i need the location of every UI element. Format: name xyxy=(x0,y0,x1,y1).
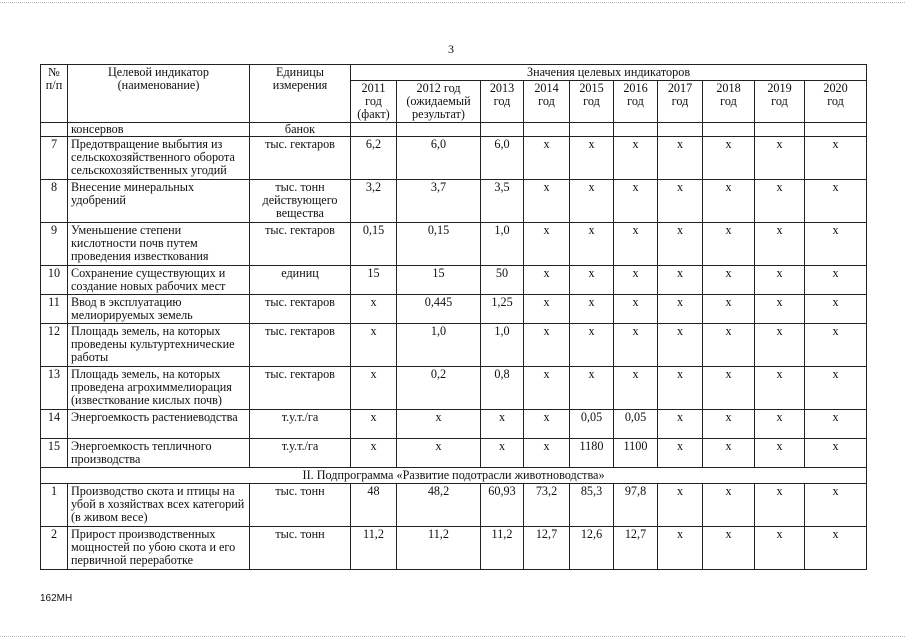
table-row xyxy=(41,527,867,570)
indicator-name: Площадь земель, на которых проведена агрохиммелиорация (известкование кислых почв) xyxy=(68,367,250,410)
header-year: 2012 год (ожидаемый результат) xyxy=(397,81,481,123)
indicator-value: x xyxy=(570,367,614,410)
row-number: 2 xyxy=(41,527,68,570)
indicator-value: x xyxy=(614,295,658,324)
row-number: 12 xyxy=(41,324,68,367)
indicator-value: 0,05 xyxy=(570,410,614,439)
continuation-empty xyxy=(658,123,703,137)
table-row xyxy=(41,180,867,223)
indicator-value: 85,3 xyxy=(570,484,614,527)
indicator-value: 0,8 xyxy=(481,367,524,410)
table-row xyxy=(41,484,867,527)
indicator-value: 0,445 xyxy=(397,295,481,324)
indicator-name: Площадь земель, на которых проведены культуртехнические работы xyxy=(68,324,250,367)
indicator-value: x xyxy=(755,527,805,570)
continuation-empty xyxy=(755,123,805,137)
indicator-value: x xyxy=(614,223,658,266)
indicator-value: x xyxy=(658,223,703,266)
indicator-value: x xyxy=(658,527,703,570)
indicator-value: x xyxy=(805,223,867,266)
indicator-value: 0,2 xyxy=(397,367,481,410)
continuation-empty xyxy=(703,123,755,137)
unit-of-measure: тыс. гектаров xyxy=(250,324,351,367)
indicator-value: x xyxy=(703,180,755,223)
indicator-value: 48,2 xyxy=(397,484,481,527)
indicator-value: x xyxy=(658,324,703,367)
row-number: 9 xyxy=(41,223,68,266)
indicator-value: x xyxy=(703,367,755,410)
indicator-value: x xyxy=(805,367,867,410)
target-indicators-table xyxy=(40,64,867,570)
indicator-value: x xyxy=(658,266,703,295)
indicator-value: x xyxy=(805,527,867,570)
table-row xyxy=(41,439,867,468)
indicator-value: 0,15 xyxy=(351,223,397,266)
header-year: 2013 год xyxy=(481,81,524,123)
indicator-value: x xyxy=(805,410,867,439)
continuation-empty xyxy=(397,123,481,137)
indicator-value: x xyxy=(658,295,703,324)
indicator-value: 1,25 xyxy=(481,295,524,324)
row-number: 7 xyxy=(41,137,68,180)
indicator-value: 60,93 xyxy=(481,484,524,527)
indicator-value: x xyxy=(351,439,397,468)
indicator-value: x xyxy=(524,295,570,324)
indicator-value: x xyxy=(524,439,570,468)
unit-of-measure: тыс. гектаров xyxy=(250,137,351,180)
continuation-empty xyxy=(614,123,658,137)
indicator-value: x xyxy=(805,439,867,468)
indicator-value: x xyxy=(755,223,805,266)
indicator-value: 3,5 xyxy=(481,180,524,223)
row-number: 13 xyxy=(41,367,68,410)
indicator-name: Сохранение существующих и создание новых рабочих мест xyxy=(68,266,250,295)
footer-code: 162МН xyxy=(40,593,73,604)
table-row xyxy=(41,324,867,367)
indicator-value: 1,0 xyxy=(397,324,481,367)
unit-of-measure: тыс. тонн xyxy=(250,484,351,527)
indicator-value: x xyxy=(570,295,614,324)
continuation-row xyxy=(41,123,867,137)
indicator-value: 12,7 xyxy=(524,527,570,570)
indicator-value: x xyxy=(703,295,755,324)
indicator-name: Внесение минеральных удобрений xyxy=(68,180,250,223)
table-row xyxy=(41,137,867,180)
scan-edge-top xyxy=(0,2,905,3)
indicator-value: 0,15 xyxy=(397,223,481,266)
indicator-value: x xyxy=(570,266,614,295)
table-row xyxy=(41,367,867,410)
section-row xyxy=(41,468,867,484)
indicator-name: Энергоемкость растениеводства xyxy=(68,410,250,439)
indicator-value: x xyxy=(805,180,867,223)
indicator-value: x xyxy=(658,410,703,439)
indicator-value: x xyxy=(614,367,658,410)
indicator-value: x xyxy=(481,410,524,439)
indicator-value: x xyxy=(805,295,867,324)
table-body xyxy=(41,123,867,570)
indicator-value: x xyxy=(524,266,570,295)
indicator-value: x xyxy=(524,324,570,367)
indicator-value: x xyxy=(703,484,755,527)
indicator-value: x xyxy=(755,266,805,295)
section-title: II. Подпрограмма «Развитие подотрасли животноводства» xyxy=(41,468,867,484)
indicator-value: x xyxy=(755,295,805,324)
page-number: 3 xyxy=(448,42,454,56)
continuation-empty xyxy=(481,123,524,137)
indicator-value: x xyxy=(703,439,755,468)
continuation-empty xyxy=(351,123,397,137)
indicator-value: x xyxy=(524,137,570,180)
unit-of-measure: т.у.т./га xyxy=(250,410,351,439)
indicator-value: x xyxy=(351,410,397,439)
indicator-name: Производство скота и птицы на убой в хозяйствах всех категорий (в живом весе) xyxy=(68,484,250,527)
header-year: 2014 год xyxy=(524,81,570,123)
indicator-value: 1180 xyxy=(570,439,614,468)
row-number: 11 xyxy=(41,295,68,324)
indicator-value: x xyxy=(351,324,397,367)
indicator-value: x xyxy=(755,367,805,410)
indicator-value: 6,2 xyxy=(351,137,397,180)
header-year: 2016 год xyxy=(614,81,658,123)
indicator-value: x xyxy=(805,484,867,527)
unit-of-measure: тыс. гектаров xyxy=(250,295,351,324)
indicator-value: x xyxy=(755,484,805,527)
indicator-value: 50 xyxy=(481,266,524,295)
indicator-value: x xyxy=(703,324,755,367)
continuation-name: консервов xyxy=(68,123,250,137)
header-unit: Единицы измерения xyxy=(250,65,351,123)
indicator-value: 48 xyxy=(351,484,397,527)
unit-of-measure: тыс. гектаров xyxy=(250,367,351,410)
unit-of-measure: тыс. тонн xyxy=(250,527,351,570)
indicator-value: x xyxy=(524,180,570,223)
header-year: 2017 год xyxy=(658,81,703,123)
indicator-value: 73,2 xyxy=(524,484,570,527)
indicator-value: x xyxy=(397,410,481,439)
row-number: 10 xyxy=(41,266,68,295)
indicator-name: Предотвращение выбытия из сельскохозяйственного оборота сельскохозяйственных угодий xyxy=(68,137,250,180)
indicator-value: x xyxy=(570,137,614,180)
table-row xyxy=(41,266,867,295)
indicator-value: x xyxy=(614,180,658,223)
indicator-value: 15 xyxy=(351,266,397,295)
indicator-value: x xyxy=(481,439,524,468)
indicator-value: x xyxy=(614,324,658,367)
continuation-empty xyxy=(524,123,570,137)
unit-of-measure: единиц xyxy=(250,266,351,295)
indicator-value: x xyxy=(524,410,570,439)
indicator-value: 1100 xyxy=(614,439,658,468)
indicator-value: x xyxy=(805,137,867,180)
indicator-value: x xyxy=(570,223,614,266)
indicator-value: 11,2 xyxy=(481,527,524,570)
indicator-value: 11,2 xyxy=(397,527,481,570)
indicator-value: 6,0 xyxy=(397,137,481,180)
indicator-value: x xyxy=(570,180,614,223)
continuation-empty xyxy=(570,123,614,137)
indicator-value: x xyxy=(703,266,755,295)
indicator-name: Энергоемкость тепличного производства xyxy=(68,439,250,468)
unit-of-measure: т.у.т./га xyxy=(250,439,351,468)
indicator-value: 3,7 xyxy=(397,180,481,223)
scan-edge-bottom xyxy=(0,636,905,637)
continuation-empty xyxy=(805,123,867,137)
indicator-value: x xyxy=(351,367,397,410)
indicator-value: x xyxy=(805,266,867,295)
header-year: 2015 год xyxy=(570,81,614,123)
table-row xyxy=(41,295,867,324)
indicator-value: x xyxy=(703,527,755,570)
indicator-value: 15 xyxy=(397,266,481,295)
indicator-value: x xyxy=(658,484,703,527)
indicator-name: Уменьшение степени кислотности почв путем проведения известкования xyxy=(68,223,250,266)
indicator-value: 1,0 xyxy=(481,324,524,367)
indicator-value: x xyxy=(524,223,570,266)
unit-of-measure: тыс. тонн действующего вещества xyxy=(250,180,351,223)
indicator-value: 6,0 xyxy=(481,137,524,180)
indicator-value: x xyxy=(755,439,805,468)
indicator-value: 12,7 xyxy=(614,527,658,570)
header-num: № п/п xyxy=(41,65,68,123)
header-year: 2020 год xyxy=(805,81,867,123)
header-year: 2019 год xyxy=(755,81,805,123)
indicator-value: x xyxy=(614,266,658,295)
indicator-value: x xyxy=(755,137,805,180)
indicator-value: x xyxy=(755,324,805,367)
indicator-value: 11,2 xyxy=(351,527,397,570)
indicator-value: x xyxy=(703,223,755,266)
continuation-unit: банок xyxy=(250,123,351,137)
header-year: 2011 год (факт) xyxy=(351,81,397,123)
header-year: 2018 год xyxy=(703,81,755,123)
indicator-value: x xyxy=(755,410,805,439)
table-row xyxy=(41,410,867,439)
indicator-value: x xyxy=(397,439,481,468)
indicator-value: x xyxy=(805,324,867,367)
indicator-value: x xyxy=(658,137,703,180)
indicator-value: x xyxy=(703,137,755,180)
row-number: 14 xyxy=(41,410,68,439)
indicator-value: x xyxy=(658,439,703,468)
indicator-value: 1,0 xyxy=(481,223,524,266)
indicator-value: x xyxy=(755,180,805,223)
indicator-value: 12,6 xyxy=(570,527,614,570)
indicator-name: Прирост производственных мощностей по убою скота и его первичной переработке xyxy=(68,527,250,570)
row-number: 1 xyxy=(41,484,68,527)
indicator-value: x xyxy=(570,324,614,367)
indicator-value: 97,8 xyxy=(614,484,658,527)
indicator-value: 0,05 xyxy=(614,410,658,439)
row-number: 15 xyxy=(41,439,68,468)
indicator-value: x xyxy=(351,295,397,324)
header-values-group: Значения целевых индикаторов xyxy=(351,65,867,81)
continuation-num xyxy=(41,123,68,137)
indicator-value: 3,2 xyxy=(351,180,397,223)
row-number: 8 xyxy=(41,180,68,223)
unit-of-measure: тыс. гектаров xyxy=(250,223,351,266)
indicator-value: x xyxy=(658,367,703,410)
indicator-name: Ввод в эксплуатацию мелиорируемых земель xyxy=(68,295,250,324)
indicator-value: x xyxy=(658,180,703,223)
indicator-value: x xyxy=(524,367,570,410)
header-indicator: Целевой индикатор (наименование) xyxy=(68,65,250,123)
indicator-value: x xyxy=(703,410,755,439)
table-row xyxy=(41,223,867,266)
indicator-value: x xyxy=(614,137,658,180)
